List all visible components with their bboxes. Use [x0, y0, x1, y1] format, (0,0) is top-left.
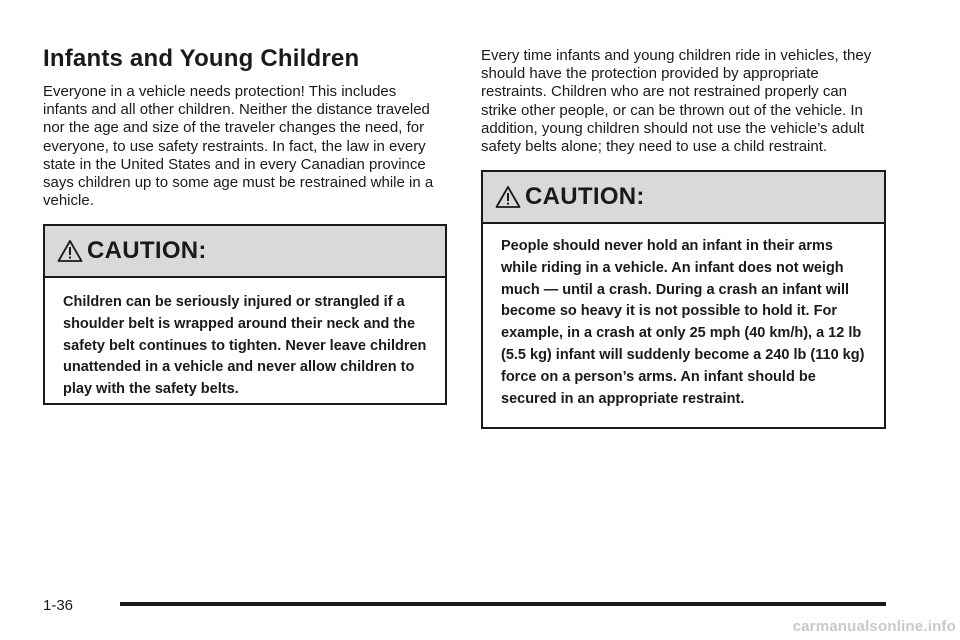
caution-label: CAUTION:: [87, 237, 207, 264]
caution-text: Children can be seriously injured or strangled if a shoulder belt is wrapped around their neck and the safety belt continues to tighten. Never leave children unattended in a vehicle and never allow children to play with the safety belts.: [63, 294, 427, 398]
footer-divider: [120, 602, 886, 606]
intro-paragraph: Everyone in a vehicle needs protection! This includes infants and all other children. Neither the distance traveled nor the age and size of the traveler changes the need, for everyone, to use safety restraints. In fact, the law in every state in the United States and in every Canadian province says children up to some age must be restrained while in a vehicle.: [43, 83, 434, 210]
warning-triangle-icon: [57, 239, 83, 263]
caution-box-holding-infant: [481, 170, 886, 429]
caution-box-strangling: [43, 224, 447, 405]
page-title: Infants and Young Children: [43, 45, 360, 72]
caution-header: [45, 226, 445, 278]
warning-triangle-icon: [495, 185, 521, 209]
caution-label: CAUTION:: [525, 183, 645, 210]
page-number: 1-36: [43, 597, 74, 614]
watermark: carmanualsonline.info: [792, 618, 956, 635]
caution-text: People should never hold an infant in their arms while riding in a vehicle. An infant does not weigh much — until a crash. During a crash an infant will become so heavy it is not possible to hold it. For example, in a crash at only 25 mph (40 km/h), a 12 lb (5.5 kg) infant will suddenly become a 240 lb (110 kg) force on a person’s arms. An infant should be secured in an appropriate restraint.: [501, 238, 865, 407]
caution-header: [483, 172, 884, 224]
restraint-paragraph: Every time infants and young children ride in vehicles, they should have the protection provided by appropriate restraints. Children who are not restrained properly can strike other people, or can be thrown out of the vehicle. In addition, young children should not use the vehicle’s adult safety belts alone; they need to use a child restraint.: [481, 47, 872, 156]
